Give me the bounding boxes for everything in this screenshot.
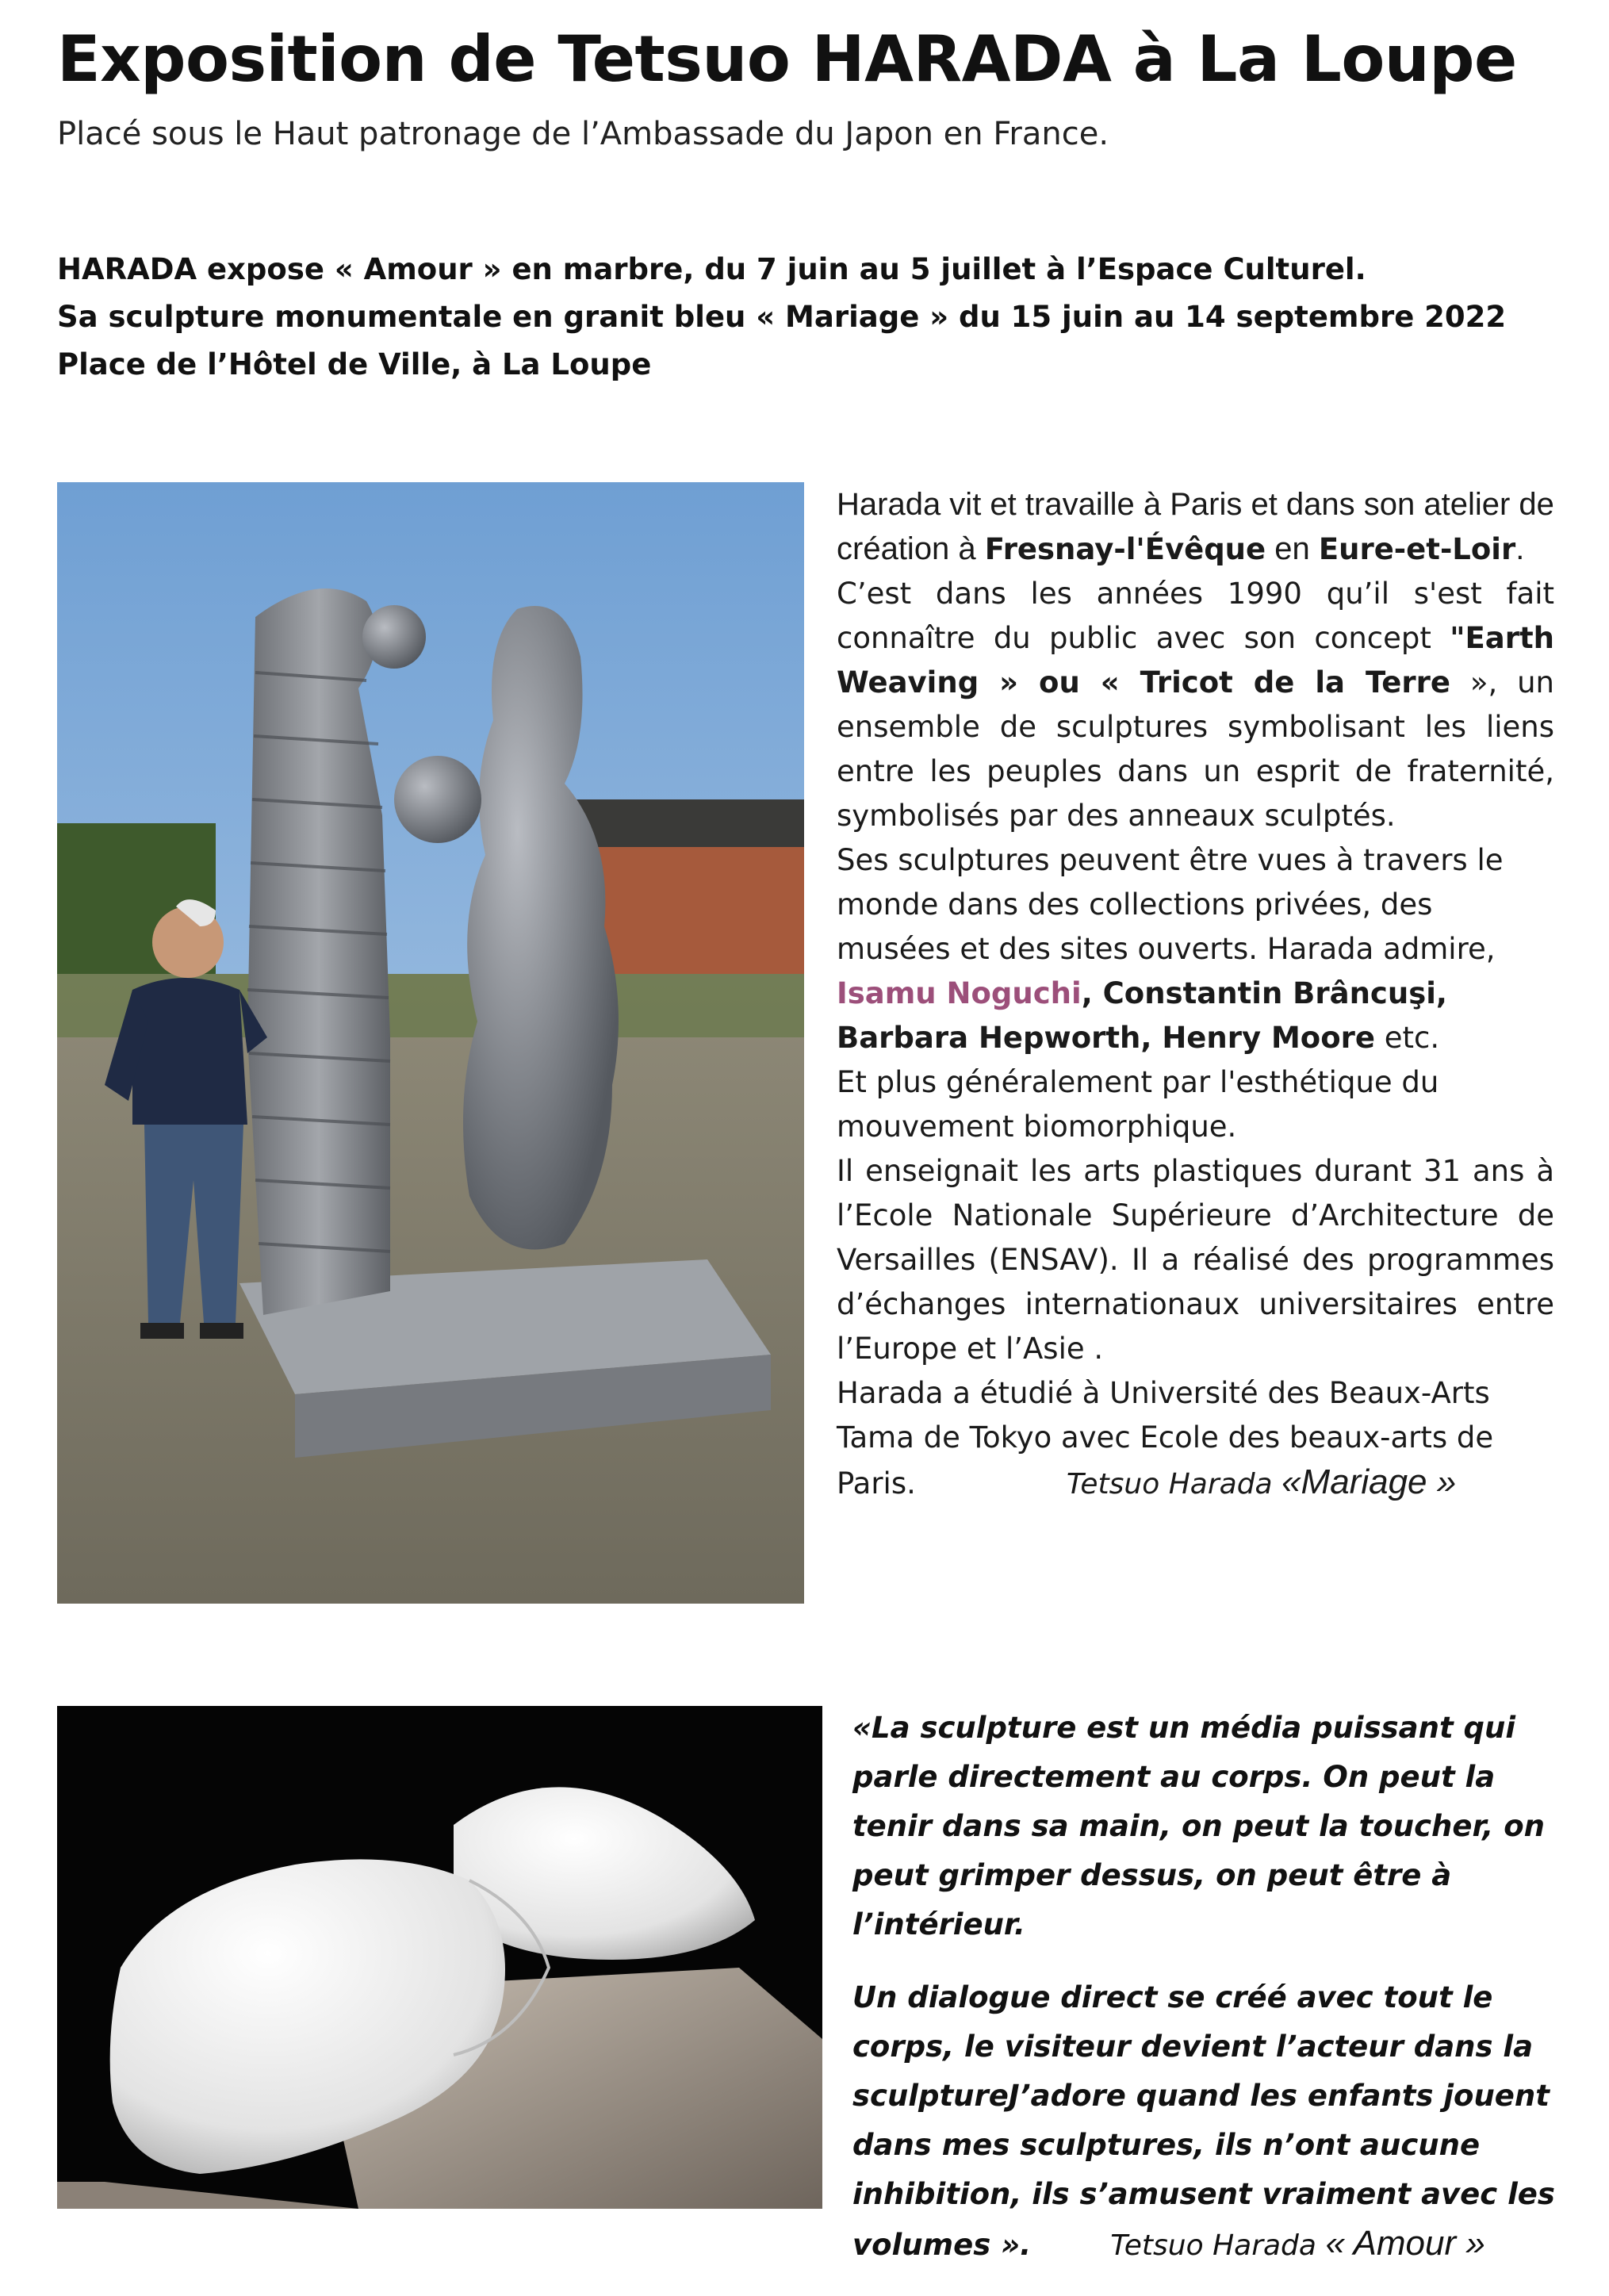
place-eure-et-loir: Eure-et-Loir (1318, 532, 1516, 566)
bio-paragraph-2 (837, 572, 1554, 838)
bio-paragraph-4: Et plus généralement par l'esthétique du mouvement biomorphique. (837, 1065, 1439, 1144)
page-title: Exposition de Tetsuo HARADA à La Loupe (57, 22, 1517, 96)
caption-work: « Amour » (1325, 2224, 1485, 2263)
bio-text: en (1266, 531, 1319, 566)
bio-paragraph-3 (837, 838, 1554, 1060)
photo-amour-sculpture (57, 1706, 822, 2209)
bio-text: C’est dans les années 1990 qu’il s'est fait connaître du public avec son concept (837, 577, 1554, 655)
artist-link-noguchi[interactable]: Isamu Noguchi (837, 976, 1082, 1010)
bio-text: etc. (1374, 1021, 1440, 1055)
admired-artists: , Constantin Brâncuşi, Barbara Hepworth, Henry Moore (837, 976, 1447, 1055)
artist-biography (837, 482, 1554, 1507)
bio-paragraph-5: Il enseignait les arts plastiques durant 31 ans à l’Ecole Nationale Supérieure d’Architecture de Versailles (ENSAV). Il a réalisé des programmes d’échanges internationaux universitaires entre l’Europe et l’Asie . (837, 1154, 1554, 1366)
quote-text: Un dialogue direct se créé avec tout le corps, le visiteur devient l’acteur dans la sculptureJ’adore quand les enfants jouent dans mes sculptures, ils n’ont aucune inhibition, ils s’amusent vraiment avec les volumes ». (852, 1980, 1555, 2262)
bio-text: Ses sculptures peuvent être vues à travers le monde dans des collections privées, des musées et des sites ouverts. Harada admire, (837, 843, 1504, 966)
concept-earth-weaving: "Earth Weaving » ou « Tricot de la Terre (837, 621, 1554, 700)
bio-paragraph-6 (837, 1371, 1554, 1507)
caption-artist: Tetsuo Harada (1110, 2229, 1316, 2262)
announcement-line-2: Sa sculpture monumentale en granit bleu « Mariage » du 15 juin au 14 septembre 2022 Place de l’Hôtel de Ville, à La Loupe (57, 300, 1507, 381)
page-subtitle: Placé sous le Haut patronage de l’Ambassade du Japon en France. (57, 116, 1109, 152)
quote-paragraph-1: «La sculpture est un média puissant qui parle directement au corps. On peut la tenir dans sa main, on peut la toucher, on peut grimper dessus, on peut être à l’intérieur. (852, 1711, 1545, 1941)
caption-artist: Tetsuo Harada (1066, 1468, 1273, 1501)
bio-text: . (1515, 531, 1525, 566)
bio-text: », un ensemble de sculptures symbolisant les liens entre les peuples dans un esprit de fraternité, symbolisés par des anneaux sculptés. (837, 665, 1555, 833)
bio-text: Harada a étudié à Université des Beaux-Arts Tama de Tokyo avec Ecole des beaux-arts de Paris. (837, 1376, 1494, 1501)
announcement-line-1: HARADA expose « Amour » en marbre, du 7 juin au 5 juillet à l’Espace Culturel. (57, 252, 1366, 286)
photo-mariage-sculpture (57, 482, 804, 1604)
quote-paragraph-2 (852, 1973, 1558, 2271)
caption-work: «Mariage » (1281, 1462, 1457, 1501)
announcement (57, 246, 1564, 389)
place-fresnay: Fresnay-l'Évêque (984, 532, 1266, 566)
bio-text: Harada vit et travaille à Paris et dans son atelier de création à (837, 487, 1554, 566)
bio-paragraph-1 (837, 482, 1554, 572)
caption-mariage (1066, 1462, 1457, 1501)
caption-amour (1110, 2224, 1485, 2263)
artist-quote (852, 1704, 1558, 2271)
